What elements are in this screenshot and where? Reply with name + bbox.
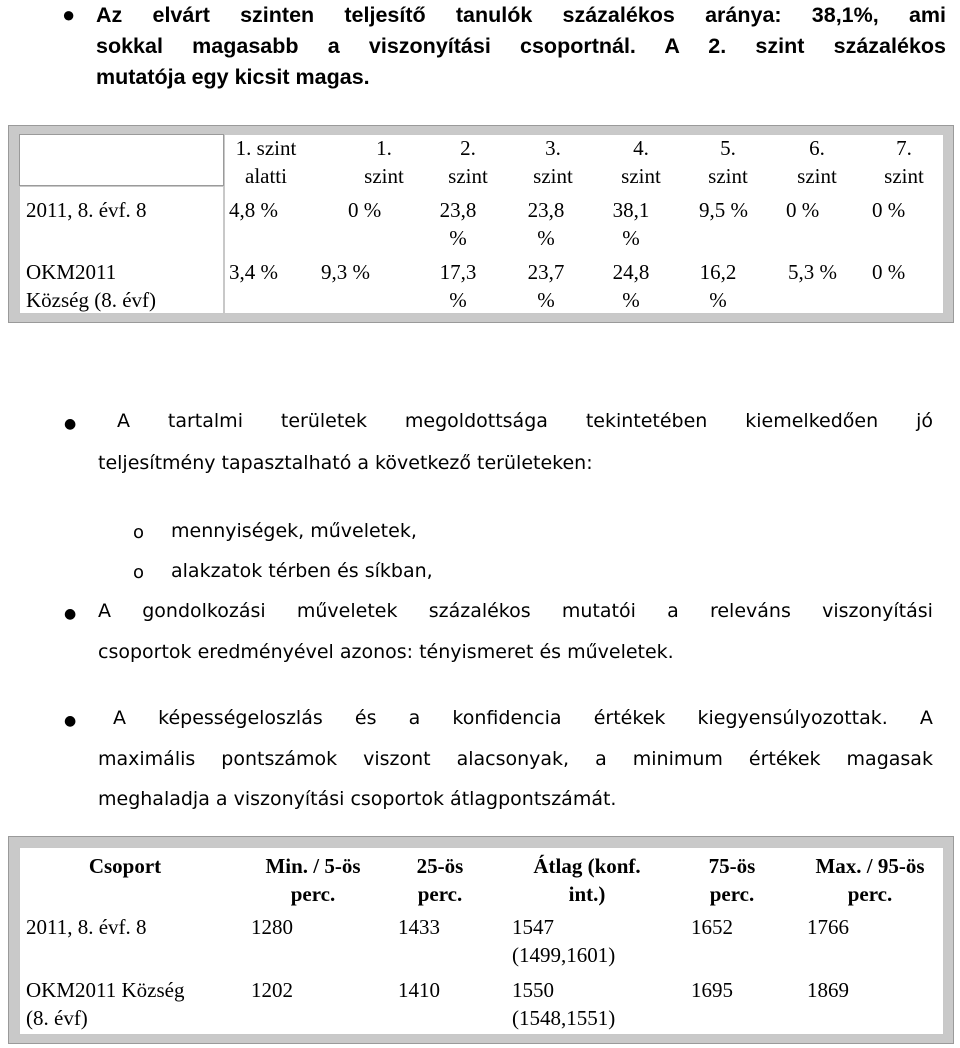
paragraph-2-line: [98, 600, 933, 622]
scores-group-l2: (8. évf): [26, 1006, 88, 1030]
scores-min: 1202: [251, 978, 293, 1002]
levels-cell: [518, 196, 574, 252]
scores-header-l1: 25-ös: [416, 854, 464, 878]
levels-row-label: [26, 258, 156, 314]
scores-group: 2011, 8. évf. 8: [26, 915, 147, 939]
bullet-icon: ●: [62, 2, 76, 27]
levels-row-label-l1: OKM2011: [26, 260, 117, 284]
scores-header-l1: 75-ös: [708, 854, 756, 878]
levels-cell: [603, 196, 659, 252]
levels-cell: 9,3 %: [321, 260, 370, 284]
levels-cell-l1: 24,8: [612, 260, 650, 284]
circle-bullet-icon: o: [133, 562, 145, 583]
word: a: [408, 707, 421, 729]
word: és: [354, 707, 377, 729]
scores-avg-interval: (1499,1601): [512, 943, 616, 967]
levels-header: [860, 134, 948, 190]
bullet-icon: ●: [64, 606, 77, 622]
levels-cell-l1: 23,7: [527, 260, 565, 284]
levels-cell: 9,5 %: [699, 198, 748, 222]
levels-cell: [690, 258, 746, 314]
word: alacsonyak,: [456, 748, 570, 770]
word: A: [98, 600, 111, 622]
levels-header-l2: szint: [884, 164, 924, 188]
word: magasak: [846, 748, 933, 770]
circle-bullet-icon: o: [133, 522, 145, 543]
word: a: [595, 748, 607, 770]
scores-header: [676, 852, 788, 908]
levels-header-l2: szint: [533, 164, 573, 188]
scores-p25: 1410: [398, 978, 440, 1002]
sublist-item: alakzatok térben és síkban,: [171, 560, 433, 582]
scores-header-l1: Min. / 5-ös: [265, 854, 361, 878]
paragraph-3-line: [113, 707, 933, 729]
intro-paragraph: [96, 0, 946, 93]
word: tekintetében: [585, 410, 708, 432]
word: jó: [916, 410, 933, 432]
word: képességeloszlás: [158, 707, 323, 729]
word: a: [667, 600, 679, 622]
levels-header-l2: alatti: [245, 164, 287, 188]
scores-header-l1: Max. / 95-ös: [815, 854, 925, 878]
levels-cell-l2: %: [537, 226, 555, 250]
levels-header-l2: szint: [448, 164, 488, 188]
scores-max: 1766: [807, 915, 849, 939]
levels-cell: 4,8 %: [229, 198, 278, 222]
scores-avg-interval: (1548,1551): [512, 1006, 616, 1030]
levels-cell-l2: %: [709, 288, 727, 312]
scores-header-l1: Átlag (konf.: [533, 854, 641, 878]
scores-header-l2: int.): [568, 882, 606, 906]
word: A: [919, 707, 933, 729]
scores-max: 1869: [807, 978, 849, 1002]
levels-cell: 0 %: [786, 198, 820, 222]
levels-header-l1: 1.: [376, 136, 392, 160]
word: kiegyensúlyozottak.: [697, 707, 888, 729]
levels-table-corner-cell: [19, 134, 224, 186]
intro-line: Az elvárt szinten teljesítő tanulók százalékos aránya: 38,1%, ami: [96, 3, 946, 27]
intro-line: sokkal magasabb a viszonyítási csoportnál. A 2. szint százalékos: [96, 34, 946, 58]
word: tartalmi: [167, 410, 243, 432]
levels-header-l2: szint: [621, 164, 661, 188]
levels-cell-l2: %: [449, 288, 467, 312]
scores-avg-value: 1550: [512, 978, 554, 1002]
scores-header-l2: perc.: [290, 882, 336, 906]
levels-cell: [603, 258, 659, 314]
levels-header: [684, 134, 772, 190]
levels-header-l2: szint: [797, 164, 837, 188]
levels-cell-l2: %: [537, 288, 555, 312]
levels-cell: 0 %: [348, 198, 382, 222]
levels-cell-l1: 38,1: [612, 198, 650, 222]
word: A: [117, 410, 130, 432]
levels-cell-l1: 23,8: [527, 198, 565, 222]
paragraph-1-line: teljesítmény tapasztalható a következő területeken:: [98, 452, 593, 474]
word: viszont: [363, 748, 431, 770]
word: pontszámok: [221, 748, 338, 770]
levels-cell: 5,3 %: [788, 260, 837, 284]
scores-header: [240, 852, 386, 908]
levels-header: [340, 134, 428, 190]
scores-p75: 1695: [691, 978, 733, 1002]
levels-header-l1: 2.: [460, 136, 476, 160]
levels-cell-l2: %: [622, 226, 640, 250]
scores-group: [26, 976, 184, 1032]
word: releváns: [709, 600, 791, 622]
levels-cell-l1: 16,2: [699, 260, 737, 284]
paragraph-1-line: [117, 410, 933, 432]
paragraph-3-line: meghaladja a viszonyítási csoportok átlagpontszámát.: [98, 788, 617, 810]
bullet-icon: ●: [64, 416, 77, 432]
scores-group-l1: OKM2011 Község: [26, 978, 185, 1002]
scores-min: 1280: [251, 915, 293, 939]
scores-header-l2: perc.: [709, 882, 755, 906]
word: A: [113, 707, 126, 729]
levels-header: [773, 134, 861, 190]
scores-avg-value: 1547: [512, 915, 554, 939]
levels-header-l2: szint: [708, 164, 748, 188]
scores-header-l1: Csoport: [88, 854, 162, 878]
levels-cell-l1: 17,3: [439, 260, 477, 284]
word: gondolkozási: [142, 600, 266, 622]
levels-header-l1: 7.: [896, 136, 912, 160]
levels-header-l1: 6.: [809, 136, 825, 160]
word: minimum: [632, 748, 723, 770]
levels-row-label: 2011, 8. évf. 8: [26, 198, 147, 222]
levels-header-l1: 4.: [633, 136, 649, 160]
levels-cell: 0 %: [872, 198, 906, 222]
scores-header: [22, 852, 228, 880]
levels-cell-l2: %: [449, 226, 467, 250]
word: mutatói: [561, 600, 636, 622]
scores-header: [388, 852, 492, 908]
levels-cell-l2: %: [622, 288, 640, 312]
scores-header-l2: perc.: [847, 882, 893, 906]
scores-header: [800, 852, 940, 908]
scores-avg: [512, 913, 615, 969]
levels-cell: [430, 196, 486, 252]
levels-header: [424, 134, 512, 190]
sublist-item: mennyiségek, műveletek,: [171, 520, 417, 542]
scores-p75: 1652: [691, 915, 733, 939]
levels-cell: 3,4 %: [229, 260, 278, 284]
levels-row-label-l2: Község (8. évf): [26, 288, 157, 312]
word: megoldottsága: [404, 410, 548, 432]
levels-cell: [518, 258, 574, 314]
scores-avg: [512, 976, 615, 1032]
word: értékek: [748, 748, 821, 770]
levels-header: [509, 134, 597, 190]
levels-header-l1: 5.: [720, 136, 736, 160]
word: százalékos: [428, 600, 531, 622]
word: területek: [280, 410, 367, 432]
word: maximális: [98, 748, 196, 770]
bullet-icon: ●: [64, 713, 77, 729]
levels-cell-l1: 23,8: [439, 198, 477, 222]
word: viszonyítási: [822, 600, 933, 622]
levels-header: [222, 134, 310, 190]
word: műveletek: [296, 600, 398, 622]
levels-header-l1: 3.: [545, 136, 561, 160]
levels-cell: 0 %: [872, 260, 906, 284]
word: kiemelkedően: [745, 410, 879, 432]
intro-line: mutatója egy kicsit magas.: [96, 65, 370, 89]
levels-cell: [430, 258, 486, 314]
scores-header: [506, 852, 668, 908]
paragraph-3-line: [98, 748, 933, 770]
paragraph-2-line: csoportok eredményével azonos: tényismeret és műveletek.: [98, 641, 674, 663]
levels-header-l2: szint: [364, 164, 404, 188]
levels-header: [597, 134, 685, 190]
scores-p25: 1433: [398, 915, 440, 939]
scores-header-l2: perc.: [417, 882, 463, 906]
word: konfidencia: [452, 707, 562, 729]
word: értékek: [593, 707, 666, 729]
levels-header-l1: 1. szint: [235, 136, 297, 160]
